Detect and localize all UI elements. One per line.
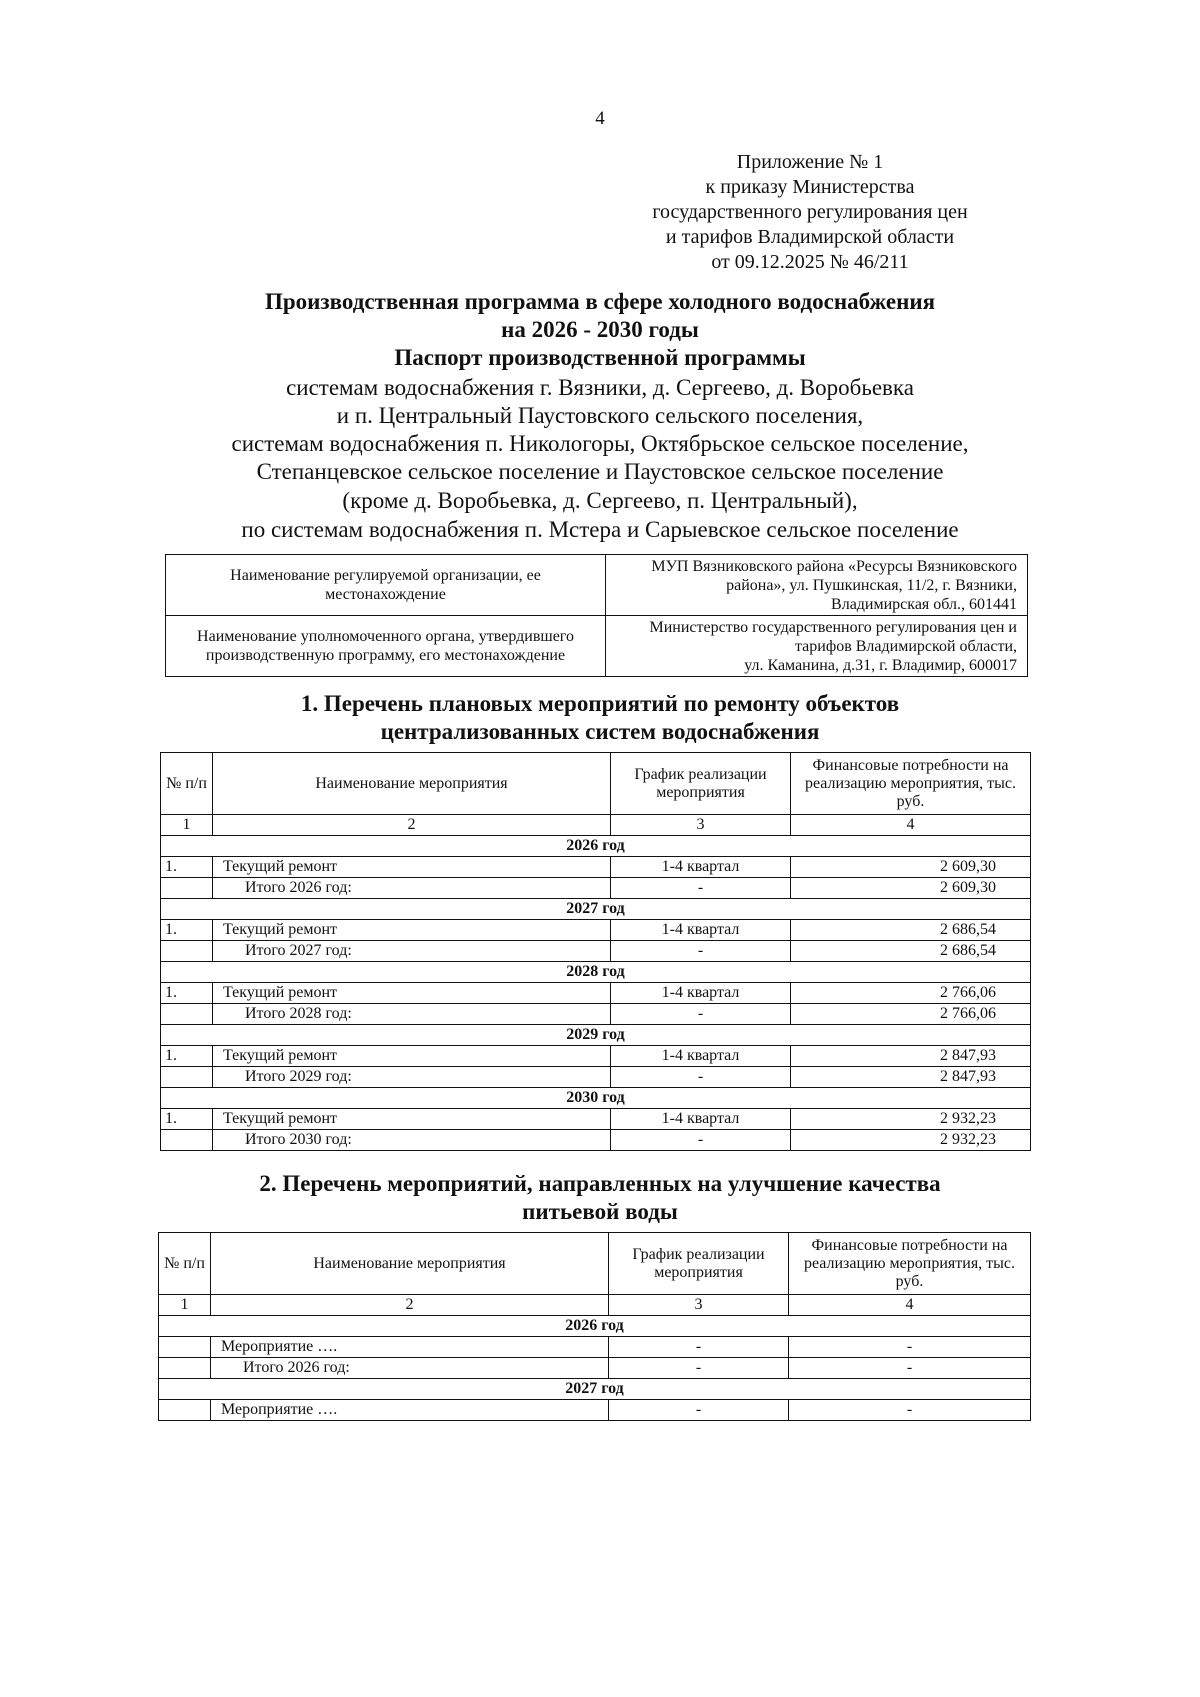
total-row xyxy=(161,941,1031,962)
table-row xyxy=(159,1337,1031,1358)
event-amount: - xyxy=(789,1400,1031,1421)
column-numbers-row xyxy=(161,815,1031,836)
event-name: Мероприятие …. xyxy=(211,1337,609,1358)
appendix-line: государственного регулирования цен xyxy=(652,201,968,223)
event-name: Текущий ремонт xyxy=(213,1046,611,1067)
year-label: 2029 год xyxy=(161,1025,1031,1046)
header-name: Наименование мероприятия xyxy=(213,753,611,815)
table-row xyxy=(166,555,1028,616)
appendix-line: Приложение № 1 xyxy=(736,151,884,173)
table-row xyxy=(159,1400,1031,1421)
year-row xyxy=(161,1025,1031,1046)
org-label: Наименование регулируемой организации, ее местонахождение xyxy=(166,555,606,616)
event-name: Текущий ремонт xyxy=(213,983,611,1004)
org-value xyxy=(606,555,1028,616)
subtitle-line: по системам водоснабжения п. Мстера и Сарыевское сельское поселение xyxy=(241,517,959,542)
total-row xyxy=(161,878,1031,899)
row-number: 1. xyxy=(161,983,213,1004)
subtitle-line: системам водоснабжения п. Никологоры, Октябрьское сельское поселение, xyxy=(231,431,969,456)
event-schedule: 1-4 квартал xyxy=(611,1046,791,1067)
year-label: 2027 год xyxy=(161,899,1031,920)
column-number: 1 xyxy=(159,1295,211,1316)
total-schedule: - xyxy=(611,941,791,962)
column-number: 3 xyxy=(611,815,791,836)
header-no: № п/п xyxy=(159,1233,211,1295)
subtitle-line: Степанцевское сельское поселение и Паустовское сельское поселение xyxy=(256,459,944,484)
total-schedule: - xyxy=(611,878,791,899)
header-schedule: График реализации мероприятия xyxy=(609,1233,789,1295)
year-row xyxy=(159,1379,1031,1400)
program-title: Производственная программа в сфере холодного водоснабжения xyxy=(264,289,936,314)
total-amount: 2 686,54 xyxy=(791,941,1031,962)
event-name: Мероприятие …. xyxy=(211,1400,609,1421)
year-row xyxy=(161,899,1031,920)
column-number: 2 xyxy=(211,1295,609,1316)
event-name: Текущий ремонт xyxy=(213,1109,611,1130)
header-finance: Финансовые потребности на реализацию мероприятия, тыс. руб. xyxy=(789,1233,1031,1295)
total-schedule: - xyxy=(609,1358,789,1379)
event-name: Текущий ремонт xyxy=(213,920,611,941)
event-amount: - xyxy=(789,1337,1031,1358)
row-number: 1. xyxy=(161,857,213,878)
total-label: Итого 2026 год: xyxy=(211,1358,609,1379)
event-amount: 2 932,23 xyxy=(791,1109,1031,1130)
total-amount: 2 766,06 xyxy=(791,1004,1031,1025)
column-number: 1 xyxy=(161,815,213,836)
section1-title: 1. Перечень плановых мероприятий по ремонту объектов xyxy=(300,691,900,716)
row-number: 1. xyxy=(161,920,213,941)
section2-title: питьевой воды xyxy=(522,1199,678,1224)
table-row xyxy=(161,857,1031,878)
authority-label: Наименование уполномоченного органа, утвердившего производственную программу, его местонахождение xyxy=(166,616,606,677)
total-amount: - xyxy=(789,1358,1031,1379)
event-schedule: 1-4 квартал xyxy=(611,857,791,878)
row-number: 1. xyxy=(161,1046,213,1067)
appendix-line: к приказу Министерства xyxy=(705,176,915,198)
year-row xyxy=(161,1088,1031,1109)
event-schedule: - xyxy=(609,1337,789,1358)
table-row xyxy=(161,1046,1031,1067)
column-numbers-row xyxy=(159,1295,1031,1316)
table-row xyxy=(161,920,1031,941)
row-number: 1. xyxy=(161,1109,213,1130)
event-name: Текущий ремонт xyxy=(213,857,611,878)
header-name: Наименование мероприятия xyxy=(211,1233,609,1295)
year-row xyxy=(161,962,1031,983)
table-row xyxy=(161,983,1031,1004)
year-label: 2028 год xyxy=(161,962,1031,983)
column-number: 4 xyxy=(789,1295,1031,1316)
total-label: Итого 2028 год: xyxy=(213,1004,611,1025)
appendix-line: от 09.12.2025 № 46/211 xyxy=(711,251,909,273)
total-label: Итого 2030 год: xyxy=(213,1130,611,1151)
header-finance: Финансовые потребности на реализацию мероприятия, тыс. руб. xyxy=(791,753,1031,815)
total-label: Итого 2027 год: xyxy=(213,941,611,962)
header-schedule: График реализации мероприятия xyxy=(611,753,791,815)
event-amount: 2 686,54 xyxy=(791,920,1031,941)
org-value-line: Владимирская обл., 601441 xyxy=(831,595,1017,613)
column-number: 3 xyxy=(609,1295,789,1316)
table-header-row xyxy=(161,753,1031,815)
event-amount: 2 766,06 xyxy=(791,983,1031,1004)
authority-value-line: тарифов Владимирской области, xyxy=(794,637,1017,655)
appendix-line: и тарифов Владимирской области xyxy=(665,226,955,248)
event-schedule: - xyxy=(609,1400,789,1421)
table-row xyxy=(161,1109,1031,1130)
event-amount: 2 609,30 xyxy=(791,857,1031,878)
header-no: № п/п xyxy=(161,753,213,815)
subtitle-line: системам водоснабжения г. Вязники, д. Сергеево, д. Воробьевка xyxy=(286,375,914,400)
table-header-row xyxy=(159,1233,1031,1295)
org-value-line: МУП Вязниковского района «Ресурсы Вязниковского xyxy=(651,557,1017,575)
authority-value-line: Министерство государственного регулирования цен и xyxy=(649,618,1017,636)
repair-events-table xyxy=(160,752,1031,1151)
program-period: на 2026 - 2030 годы xyxy=(501,317,699,342)
total-schedule: - xyxy=(611,1004,791,1025)
subtitle-line: и п. Центральный Паустовского сельского поселения, xyxy=(336,403,864,428)
year-row xyxy=(161,836,1031,857)
total-row xyxy=(161,1130,1031,1151)
column-number: 4 xyxy=(791,815,1031,836)
table-row xyxy=(166,616,1028,677)
total-label: Итого 2026 год: xyxy=(213,878,611,899)
total-row xyxy=(161,1067,1031,1088)
section2-title: 2. Перечень мероприятий, направленных на улучшение качества xyxy=(259,1171,941,1196)
appendix-block xyxy=(600,150,1020,275)
total-row xyxy=(161,1004,1031,1025)
year-label: 2027 год xyxy=(159,1379,1031,1400)
event-schedule: 1-4 квартал xyxy=(611,920,791,941)
year-label: 2026 год xyxy=(159,1316,1031,1337)
event-schedule: 1-4 квартал xyxy=(611,983,791,1004)
passport-title: Паспорт производственной программы xyxy=(394,345,806,370)
subtitle-line: (кроме д. Воробьевка, д. Сергеево, п. Центральный), xyxy=(342,488,858,513)
total-label: Итого 2029 год: xyxy=(213,1067,611,1088)
org-value-line: района», ул. Пушкинская, 11/2, г. Вязники, xyxy=(726,576,1017,594)
year-label: 2030 год xyxy=(161,1088,1031,1109)
total-schedule: - xyxy=(611,1067,791,1088)
column-number: 2 xyxy=(213,815,611,836)
total-row xyxy=(159,1358,1031,1379)
year-row xyxy=(159,1316,1031,1337)
event-amount: 2 847,93 xyxy=(791,1046,1031,1067)
total-schedule: - xyxy=(611,1130,791,1151)
passport-table xyxy=(165,554,1028,677)
water-quality-events-table xyxy=(158,1232,1031,1421)
section1-title: централизованных систем водоснабжения xyxy=(380,719,820,744)
total-amount: 2 609,30 xyxy=(791,878,1031,899)
event-schedule: 1-4 квартал xyxy=(611,1109,791,1130)
page-number: 4 xyxy=(595,108,605,129)
year-label: 2026 год xyxy=(161,836,1031,857)
authority-value-line: ул. Каманина, д.31, г. Владимир, 600017 xyxy=(744,656,1017,674)
total-amount: 2 847,93 xyxy=(791,1067,1031,1088)
total-amount: 2 932,23 xyxy=(791,1130,1031,1151)
authority-value xyxy=(606,616,1028,677)
